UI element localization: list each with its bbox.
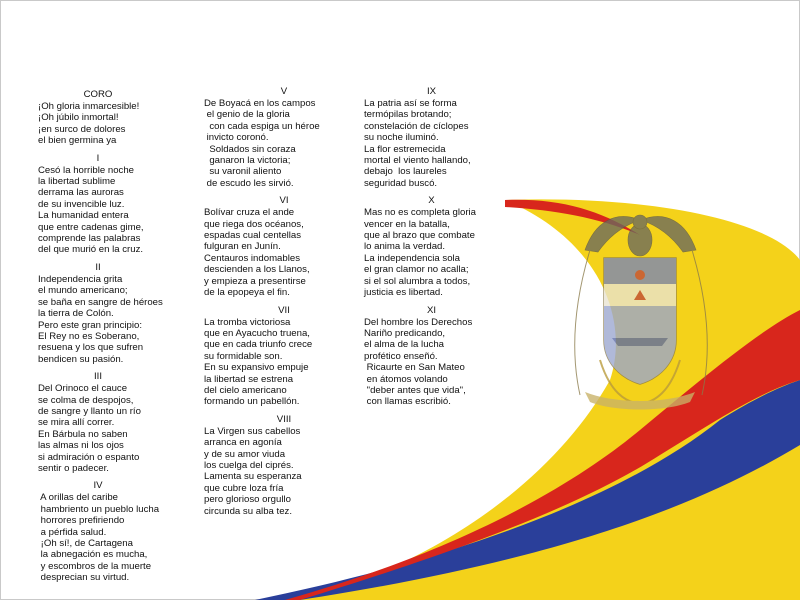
verse-line: de sangre y llanto un río xyxy=(38,405,141,417)
verse-line: La tromba victoriosa xyxy=(204,316,291,328)
verse-line: resuena y los que sufren xyxy=(38,342,144,354)
verse-line: comprende las palabras xyxy=(38,233,141,245)
verse-line: y escombros de la muerte xyxy=(38,560,152,572)
verse-line: ¡Oh sí!, de Cartagena xyxy=(38,538,133,549)
verse-line: lo anima la verdad. xyxy=(364,241,446,253)
stanza-iv xyxy=(38,479,203,583)
stanza-ii xyxy=(38,261,203,365)
verse-line: que en cada triunfo crece xyxy=(204,339,313,351)
stanza-coro xyxy=(38,88,203,147)
stanza-iii xyxy=(38,370,203,474)
verse-line: que cubre loza fría xyxy=(204,482,284,494)
verse-line: hambriento un pueblo lucha xyxy=(38,503,160,515)
verse-line: la libertad se estrena xyxy=(204,373,294,385)
verse-line: En Bárbula no saben xyxy=(38,428,128,440)
stanza-x xyxy=(364,194,524,298)
verse-line: ¡Oh júbilo inmortal! xyxy=(38,112,119,124)
verse-line: De Boyacá en los campos xyxy=(204,98,316,109)
verse-line: formando un pabellón. xyxy=(204,396,300,408)
verse-line: que entre cadenas gime, xyxy=(38,221,144,233)
stanza-number: VII xyxy=(278,304,290,316)
isthmus-ship-icon xyxy=(612,338,668,346)
pomegranate-icon xyxy=(635,270,645,280)
verse-line: el bien germina ya xyxy=(38,135,117,147)
stanza-number: III xyxy=(94,371,102,383)
verse-line: Pero este gran principio: xyxy=(38,319,142,331)
verse-line: arranca en agonía xyxy=(204,437,282,449)
stanza-number: CORO xyxy=(83,89,113,100)
verse-line: y empieza a presentirse xyxy=(204,275,306,287)
stanza-number: VIII xyxy=(276,413,292,425)
verse-line: si admiración o espanto xyxy=(38,451,140,463)
stanza-number: X xyxy=(428,195,435,207)
verse-line: del que murió en la cruz. xyxy=(38,244,144,256)
verse-line: La patria así se forma xyxy=(364,98,457,109)
verse-line: de escudo les sirvió. xyxy=(204,177,294,189)
stanza-i xyxy=(38,152,203,256)
verse-line: La humanidad entera xyxy=(38,210,129,222)
verse-line: espadas cual centellas xyxy=(204,230,302,242)
verse-line: Ricaurte en San Mateo xyxy=(364,362,465,374)
verse-line: que riega dos océanos, xyxy=(204,218,304,230)
verse-line: su noche iluminó. xyxy=(364,132,439,144)
verse-line: En su expansivo empuje xyxy=(204,362,309,374)
verse-line: bendicen su pasión. xyxy=(38,353,124,365)
verse-line: ¡en surco de dolores xyxy=(38,123,126,135)
verse-line: Del Orinoco el cauce xyxy=(38,383,128,395)
verse-line: que en Ayacucho truena, xyxy=(204,327,310,339)
verse-line: La independencia sola xyxy=(364,252,461,264)
verse-line: se baña en sangre de héroes xyxy=(38,296,163,308)
verse-line: circunda su alba tez. xyxy=(204,505,292,517)
verse-line: la libertad sublime xyxy=(38,176,116,188)
verse-line: sentir o padecer. xyxy=(38,462,109,474)
stanza-number: V xyxy=(280,86,288,97)
verse-line: las almas ni los ojos xyxy=(38,440,124,452)
verse-line: desprecian su virtud. xyxy=(38,572,130,584)
verse-line: Soldados sin coraza xyxy=(204,143,296,155)
stanza-number: XI xyxy=(426,304,437,316)
text-column-middle xyxy=(204,85,364,522)
verse-line: descienden a los Llanos, xyxy=(204,264,310,276)
verse-line: se colma de despojos, xyxy=(38,394,134,406)
verse-line: La flor estremecida xyxy=(364,143,446,155)
verse-line: con cada espiga un héroe xyxy=(204,120,320,132)
verse-line: derrama las auroras xyxy=(38,187,124,199)
verse-line: a pérfida salud. xyxy=(38,526,107,538)
verse-line: fulguran en Junín. xyxy=(204,241,281,253)
verse-line: El Rey no es Soberano, xyxy=(38,330,140,342)
verse-line: termópilas brotando; xyxy=(364,109,452,121)
stanza-number: IV xyxy=(93,480,103,492)
verse-line: Independencia grita xyxy=(38,273,123,285)
stanza-v xyxy=(204,85,364,189)
verse-line: justicia es libertad. xyxy=(364,287,443,299)
verse-line: constelación de cíclopes xyxy=(364,120,469,132)
verse-line: Del hombre los Derechos xyxy=(364,316,473,328)
verse-line: Centauros indomables xyxy=(204,252,300,264)
verse-line: mortal el viento hallando, xyxy=(364,155,471,167)
verse-line: el mundo americano; xyxy=(38,285,128,297)
verse-line: Mas no es completa gloria xyxy=(364,207,476,219)
verse-line: la abnegación es mucha, xyxy=(38,549,148,561)
verse-line: Lamenta su esperanza xyxy=(204,471,302,483)
verse-line: vencer en la batalla, xyxy=(364,218,450,230)
verse-line: profético enseñó. xyxy=(364,350,438,362)
verse-line: en átomos volando xyxy=(364,373,448,385)
verse-line: ganaron la victoria; xyxy=(204,155,291,167)
verse-line: el gran clamor no acalla; xyxy=(364,264,469,276)
verse-line: la tierra de Colón. xyxy=(38,308,114,320)
verse-line: Cesó la horrible noche xyxy=(38,164,134,176)
stanza-ix xyxy=(364,85,524,189)
verse-line: de la epopeya el fin. xyxy=(204,287,290,299)
verse-line: su varonil aliento xyxy=(204,166,282,178)
verse-line: debajo los laureles xyxy=(364,166,447,178)
verse-line: con llamas escribió. xyxy=(364,396,451,408)
verse-line: ¡Oh gloria inmarcesible! xyxy=(38,101,140,112)
verse-line: de su invencible luz. xyxy=(38,198,125,210)
verse-line: se mira allí correr. xyxy=(38,417,115,429)
verse-line: su formidable son. xyxy=(204,350,283,362)
stanza-vii xyxy=(204,304,364,408)
verse-line: y de su amor viuda xyxy=(204,448,286,460)
verse-line: "deber antes que vida", xyxy=(364,384,466,396)
text-column-right xyxy=(364,85,524,413)
text-column-left xyxy=(38,88,203,589)
stanza-number: IX xyxy=(426,86,437,97)
stanza-number: II xyxy=(95,261,101,273)
verse-line: Bolívar cruza el ande xyxy=(204,207,295,219)
verse-line: que al brazo que combate xyxy=(364,230,475,242)
verse-line: horrores prefiriendo xyxy=(38,515,125,527)
verse-line: los cuelga del ciprés. xyxy=(204,459,294,471)
verse-line: pero glorioso orgullo xyxy=(204,494,291,506)
verse-line: si el sol alumbra a todos, xyxy=(364,275,471,287)
stanza-number: I xyxy=(96,152,100,164)
verse-line: seguridad buscó. xyxy=(364,177,438,189)
verse-line: invicto coronó. xyxy=(204,132,269,144)
verse-line: Nariño predicando, xyxy=(364,327,446,339)
stanza-xi xyxy=(364,304,524,408)
verse-line: el genio de la gloria xyxy=(204,109,290,121)
verse-line: el alma de la lucha xyxy=(364,339,444,351)
verse-line: A orillas del caribe xyxy=(38,492,118,504)
stanza-number: VI xyxy=(279,195,289,207)
verse-line: La Virgen sus cabellos xyxy=(204,425,301,437)
verse-line: del cielo americano xyxy=(204,384,287,396)
stanza-vi xyxy=(204,194,364,298)
stanza-viii xyxy=(204,413,364,517)
